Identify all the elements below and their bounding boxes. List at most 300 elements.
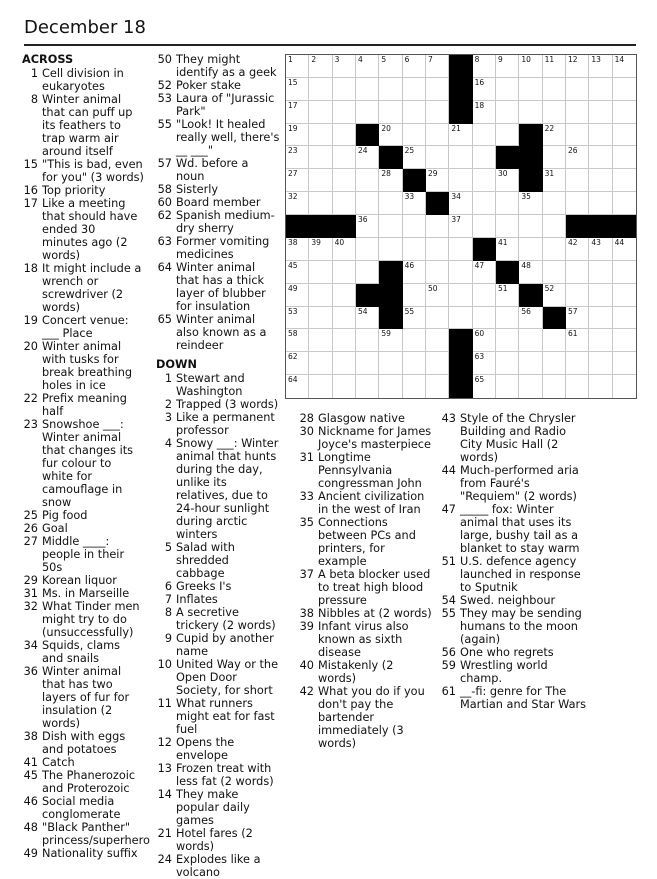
- grid-cell[interactable]: [356, 78, 379, 101]
- grid-cell[interactable]: [379, 215, 402, 238]
- grid-cell[interactable]: [356, 238, 379, 261]
- across-clue[interactable]: [22, 93, 144, 158]
- down-clue[interactable]: [156, 632, 280, 658]
- grid-cell[interactable]: [519, 101, 542, 124]
- cell-number: 17: [288, 100, 298, 110]
- grid-cell[interactable]: [379, 192, 402, 215]
- grid-cell[interactable]: [379, 329, 402, 352]
- grid-cell[interactable]: [519, 55, 542, 78]
- grid-cell[interactable]: [356, 375, 379, 398]
- grid-cell[interactable]: [473, 192, 496, 215]
- grid-cell[interactable]: [286, 124, 309, 147]
- clue-text: Board member: [176, 196, 261, 209]
- grid-cell[interactable]: [403, 146, 426, 169]
- across-clue[interactable]: [22, 418, 144, 509]
- grid-cell[interactable]: [543, 192, 566, 215]
- grid-cell[interactable]: [403, 375, 426, 398]
- grid-cell[interactable]: [543, 124, 566, 147]
- grid-cell[interactable]: [543, 215, 566, 238]
- grid-cell[interactable]: [309, 78, 332, 101]
- down-clue[interactable]: [156, 437, 280, 541]
- clue-text: Laura of "Jurassic Park": [176, 92, 275, 118]
- down-clue[interactable]: [298, 516, 432, 568]
- grid-cell[interactable]: [473, 78, 496, 101]
- grid-cell[interactable]: [519, 375, 542, 398]
- grid-cell[interactable]: [613, 55, 636, 78]
- grid-cell[interactable]: [496, 284, 519, 307]
- grid-cell[interactable]: [589, 192, 612, 215]
- grid-cell[interactable]: [403, 329, 426, 352]
- grid-cell[interactable]: [426, 238, 449, 261]
- grid-cell[interactable]: [403, 215, 426, 238]
- grid-cell[interactable]: [356, 329, 379, 352]
- grid-cell[interactable]: [403, 78, 426, 101]
- across-clue[interactable]: [156, 157, 280, 183]
- across-clue[interactable]: [156, 183, 280, 196]
- grid-cell[interactable]: [403, 284, 426, 307]
- grid-cell[interactable]: [449, 307, 472, 330]
- grid-cell[interactable]: [286, 169, 309, 192]
- grid-cell[interactable]: [543, 238, 566, 261]
- grid-cell[interactable]: [286, 101, 309, 124]
- across-clue[interactable]: [22, 795, 144, 821]
- black-square: [519, 146, 542, 169]
- grid-cell[interactable]: [496, 192, 519, 215]
- clue-number: 61: [441, 685, 456, 698]
- grid-cell[interactable]: [473, 146, 496, 169]
- grid-cell[interactable]: [426, 169, 449, 192]
- grid-cell[interactable]: [426, 215, 449, 238]
- grid-cell[interactable]: [566, 329, 589, 352]
- down-clue[interactable]: [156, 580, 280, 593]
- grid-cell[interactable]: [379, 78, 402, 101]
- across-clue[interactable]: [22, 574, 144, 587]
- grid-cell[interactable]: [473, 352, 496, 375]
- grid-cell[interactable]: [496, 375, 519, 398]
- cell-number: 47: [474, 260, 485, 270]
- grid-cell[interactable]: [543, 101, 566, 124]
- grid-cell[interactable]: [379, 169, 402, 192]
- grid-cell[interactable]: [566, 169, 589, 192]
- grid-cell[interactable]: [426, 329, 449, 352]
- grid-cell[interactable]: [309, 101, 332, 124]
- grid-cell[interactable]: [613, 261, 636, 284]
- grid-cell[interactable]: [589, 261, 612, 284]
- grid-cell[interactable]: [496, 352, 519, 375]
- grid-cell[interactable]: [473, 169, 496, 192]
- grid-cell[interactable]: [473, 329, 496, 352]
- clue-text: Hotel fares (2 words): [176, 827, 253, 853]
- grid-cell[interactable]: [519, 238, 542, 261]
- grid-cell[interactable]: [426, 375, 449, 398]
- grid-cell[interactable]: [333, 261, 356, 284]
- grid-cell[interactable]: [566, 375, 589, 398]
- down-heading: DOWN: [156, 358, 197, 371]
- down-clue[interactable]: [156, 736, 280, 762]
- clue-text: Spanish medium-dry sherry: [176, 209, 275, 235]
- grid-cell[interactable]: [333, 307, 356, 330]
- grid-cell[interactable]: [286, 78, 309, 101]
- grid-cell[interactable]: [613, 238, 636, 261]
- grid-cell[interactable]: [449, 169, 472, 192]
- grid-cell[interactable]: [589, 124, 612, 147]
- grid-cell[interactable]: [333, 238, 356, 261]
- down-clue[interactable]: [156, 853, 280, 879]
- grid-cell[interactable]: [426, 78, 449, 101]
- down-clue[interactable]: [298, 620, 432, 659]
- across-clue[interactable]: [156, 196, 280, 209]
- grid-cell[interactable]: [589, 146, 612, 169]
- grid-cell[interactable]: [426, 146, 449, 169]
- down-clue[interactable]: [156, 606, 280, 632]
- grid-cell[interactable]: [379, 101, 402, 124]
- grid-cell[interactable]: [519, 215, 542, 238]
- grid-cell[interactable]: [496, 307, 519, 330]
- grid-cell[interactable]: [613, 146, 636, 169]
- grid-cell[interactable]: [286, 238, 309, 261]
- across-clue[interactable]: [156, 235, 280, 261]
- grid-cell[interactable]: [309, 352, 332, 375]
- grid-cell[interactable]: [589, 78, 612, 101]
- down-clue[interactable]: [156, 398, 280, 411]
- grid-cell[interactable]: [426, 101, 449, 124]
- grid-cell[interactable]: [566, 101, 589, 124]
- across-clue[interactable]: [22, 509, 144, 522]
- grid-cell[interactable]: [589, 238, 612, 261]
- grid-cell[interactable]: [566, 238, 589, 261]
- across-clue[interactable]: [22, 600, 144, 639]
- down-clue[interactable]: [440, 555, 590, 594]
- down-clue[interactable]: [156, 372, 280, 398]
- grid-cell[interactable]: [496, 169, 519, 192]
- across-clue[interactable]: [22, 262, 144, 314]
- grid-cell[interactable]: [286, 55, 309, 78]
- grid-cell[interactable]: [426, 352, 449, 375]
- grid-cell[interactable]: [286, 307, 309, 330]
- down-clue[interactable]: [298, 451, 432, 490]
- grid-cell[interactable]: [309, 284, 332, 307]
- grid-cell[interactable]: [286, 352, 309, 375]
- grid-cell[interactable]: [403, 101, 426, 124]
- down-clue[interactable]: [156, 411, 280, 437]
- grid-cell[interactable]: [356, 146, 379, 169]
- down-clue[interactable]: [440, 503, 590, 555]
- grid-cell[interactable]: [379, 375, 402, 398]
- down-clue[interactable]: [298, 685, 432, 750]
- across-clue[interactable]: [22, 522, 144, 535]
- grid-cell[interactable]: [473, 101, 496, 124]
- grid-cell[interactable]: [379, 352, 402, 375]
- grid-cell[interactable]: [356, 192, 379, 215]
- clue-text: Dish with eggs and potatoes: [42, 730, 126, 756]
- grid-cell[interactable]: [309, 124, 332, 147]
- clue-text: Korean liquor: [42, 574, 117, 587]
- clue-text: One who regrets: [460, 646, 554, 659]
- down-clue[interactable]: [156, 697, 280, 736]
- grid-cell[interactable]: [543, 78, 566, 101]
- grid-cell[interactable]: [379, 124, 402, 147]
- grid-cell[interactable]: [473, 284, 496, 307]
- grid-cell[interactable]: [286, 375, 309, 398]
- grid-cell[interactable]: [543, 146, 566, 169]
- down-clue[interactable]: [298, 568, 432, 607]
- grid-cell[interactable]: [473, 375, 496, 398]
- grid-cell[interactable]: [309, 261, 332, 284]
- grid-cell[interactable]: [473, 307, 496, 330]
- grid-cell[interactable]: [589, 101, 612, 124]
- grid-cell[interactable]: [496, 329, 519, 352]
- down-clue[interactable]: [298, 607, 432, 620]
- across-clue[interactable]: [22, 847, 144, 860]
- across-clue[interactable]: [156, 313, 280, 352]
- grid-cell[interactable]: [589, 375, 612, 398]
- down-clue[interactable]: [298, 659, 432, 685]
- grid-cell[interactable]: [286, 146, 309, 169]
- grid-cell[interactable]: [566, 146, 589, 169]
- grid-cell[interactable]: [333, 352, 356, 375]
- grid-cell[interactable]: [379, 55, 402, 78]
- grid-cell[interactable]: [403, 192, 426, 215]
- down-clue[interactable]: [156, 593, 280, 606]
- grid-cell[interactable]: [473, 124, 496, 147]
- grid-cell[interactable]: [403, 238, 426, 261]
- grid-cell[interactable]: [519, 78, 542, 101]
- grid-cell[interactable]: [613, 352, 636, 375]
- grid-cell[interactable]: [426, 261, 449, 284]
- across-clue[interactable]: [22, 392, 144, 418]
- grid-cell[interactable]: [449, 261, 472, 284]
- grid-cell[interactable]: [496, 101, 519, 124]
- grid-cell[interactable]: [449, 192, 472, 215]
- grid-cell[interactable]: [543, 352, 566, 375]
- down-clue[interactable]: [440, 646, 590, 659]
- down-clue[interactable]: [156, 827, 280, 853]
- grid-cell[interactable]: [589, 329, 612, 352]
- grid-cell[interactable]: [309, 375, 332, 398]
- across-clue[interactable]: [22, 821, 150, 847]
- black-square: [519, 169, 542, 192]
- grid-cell[interactable]: [309, 169, 332, 192]
- grid-cell[interactable]: [333, 78, 356, 101]
- cell-number: 23: [288, 146, 298, 156]
- grid-cell[interactable]: [543, 169, 566, 192]
- black-square: [379, 146, 402, 169]
- down-clue[interactable]: [298, 490, 432, 516]
- grid-cell[interactable]: [613, 307, 636, 330]
- down-clue[interactable]: [440, 607, 590, 646]
- grid-cell[interactable]: [309, 238, 332, 261]
- grid-cell[interactable]: [426, 307, 449, 330]
- grid-cell[interactable]: [566, 192, 589, 215]
- clue-text: Frozen treat with less fat (2 words): [176, 762, 274, 788]
- down-clue[interactable]: [156, 762, 280, 788]
- grid-cell[interactable]: [356, 307, 379, 330]
- across-clue[interactable]: [22, 184, 144, 197]
- grid-cell[interactable]: [286, 284, 309, 307]
- across-clue[interactable]: [22, 769, 144, 795]
- cell-number: 43: [591, 237, 601, 247]
- down-clue[interactable]: [298, 425, 432, 451]
- clue-text: A beta blocker used to treat high blood pressure: [318, 568, 431, 607]
- across-clue[interactable]: [22, 587, 144, 600]
- down-clue[interactable]: [440, 659, 590, 685]
- across-clue[interactable]: [22, 730, 144, 756]
- grid-cell[interactable]: [589, 307, 612, 330]
- grid-cell[interactable]: [403, 352, 426, 375]
- across-clue[interactable]: [22, 314, 144, 340]
- grid-cell[interactable]: [543, 375, 566, 398]
- grid-cell[interactable]: [356, 55, 379, 78]
- grid-cell[interactable]: [333, 284, 356, 307]
- down-clue[interactable]: [156, 788, 280, 827]
- grid-cell[interactable]: [333, 101, 356, 124]
- grid-cell[interactable]: [613, 78, 636, 101]
- across-clue[interactable]: [22, 665, 144, 730]
- grid-cell[interactable]: [286, 192, 309, 215]
- grid-cell[interactable]: [589, 284, 612, 307]
- crossword-grid[interactable]: [285, 54, 637, 399]
- down-clue[interactable]: [440, 464, 590, 503]
- grid-cell[interactable]: [309, 55, 332, 78]
- grid-cell[interactable]: [449, 124, 472, 147]
- grid-cell[interactable]: [613, 329, 636, 352]
- grid-cell[interactable]: [613, 169, 636, 192]
- clue-text: Swed. neighbour: [460, 594, 556, 607]
- grid-cell[interactable]: [403, 55, 426, 78]
- clues-column-4: [440, 412, 590, 711]
- grid-cell[interactable]: [496, 238, 519, 261]
- grid-cell[interactable]: [613, 192, 636, 215]
- grid-cell[interactable]: [496, 124, 519, 147]
- clue-number: 15: [23, 158, 38, 171]
- grid-cell[interactable]: [566, 124, 589, 147]
- grid-cell[interactable]: [543, 284, 566, 307]
- across-clue[interactable]: [156, 209, 280, 235]
- grid-cell[interactable]: [333, 169, 356, 192]
- grid-cell[interactable]: [333, 124, 356, 147]
- across-clue[interactable]: [22, 67, 144, 93]
- across-clue[interactable]: [156, 92, 280, 118]
- across-clue[interactable]: [22, 340, 144, 392]
- grid-cell[interactable]: [379, 238, 402, 261]
- grid-cell[interactable]: [356, 169, 379, 192]
- grid-cell[interactable]: [309, 146, 332, 169]
- across-clue[interactable]: [22, 535, 144, 574]
- grid-cell[interactable]: [519, 352, 542, 375]
- grid-cell[interactable]: [333, 192, 356, 215]
- down-clue[interactable]: [440, 685, 590, 711]
- grid-cell[interactable]: [496, 78, 519, 101]
- grid-cell[interactable]: [589, 169, 612, 192]
- across-clue[interactable]: [22, 639, 144, 665]
- grid-cell[interactable]: [309, 192, 332, 215]
- grid-cell[interactable]: [333, 146, 356, 169]
- cell-number: 62: [288, 352, 298, 362]
- down-clue[interactable]: [156, 541, 280, 580]
- black-square: [519, 284, 542, 307]
- grid-cell[interactable]: [426, 124, 449, 147]
- grid-cell[interactable]: [613, 124, 636, 147]
- grid-cell[interactable]: [566, 307, 589, 330]
- grid-cell[interactable]: [519, 261, 542, 284]
- across-clue[interactable]: [22, 158, 144, 184]
- grid-cell[interactable]: [566, 284, 589, 307]
- grid-cell[interactable]: [566, 261, 589, 284]
- grid-cell[interactable]: [403, 261, 426, 284]
- grid-cell[interactable]: [426, 55, 449, 78]
- grid-cell[interactable]: [543, 261, 566, 284]
- grid-cell[interactable]: [426, 284, 449, 307]
- clue-number: 64: [157, 261, 172, 274]
- grid-cell[interactable]: [309, 307, 332, 330]
- down-clue[interactable]: [156, 658, 280, 697]
- grid-cell[interactable]: [356, 261, 379, 284]
- grid-cell[interactable]: [403, 307, 426, 330]
- across-clue[interactable]: [156, 118, 280, 157]
- down-clue[interactable]: [440, 412, 590, 464]
- across-clue[interactable]: [22, 197, 144, 262]
- cell-number: 45: [288, 260, 298, 270]
- grid-cell[interactable]: [496, 215, 519, 238]
- grid-cell[interactable]: [613, 101, 636, 124]
- black-square: [403, 169, 426, 192]
- grid-cell[interactable]: [333, 329, 356, 352]
- grid-cell[interactable]: [356, 101, 379, 124]
- grid-cell[interactable]: [519, 192, 542, 215]
- down-clue[interactable]: [298, 412, 432, 425]
- grid-cell[interactable]: [566, 55, 589, 78]
- clue-text: They might identify as a geek: [176, 53, 277, 79]
- grid-cell[interactable]: [333, 55, 356, 78]
- grid-cell[interactable]: [449, 146, 472, 169]
- grid-cell[interactable]: [449, 215, 472, 238]
- grid-cell[interactable]: [589, 352, 612, 375]
- grid-cell[interactable]: [286, 261, 309, 284]
- across-clue[interactable]: [22, 756, 144, 769]
- grid-cell[interactable]: [589, 55, 612, 78]
- grid-cell[interactable]: [309, 329, 332, 352]
- across-clue[interactable]: [156, 261, 280, 313]
- clue-number: 59: [441, 659, 456, 672]
- across-clue[interactable]: [156, 53, 280, 79]
- across-clue[interactable]: [156, 79, 280, 92]
- grid-cell[interactable]: [473, 55, 496, 78]
- grid-cell[interactable]: [543, 55, 566, 78]
- grid-cell[interactable]: [473, 261, 496, 284]
- grid-cell[interactable]: [613, 284, 636, 307]
- down-clue[interactable]: [440, 594, 590, 607]
- grid-cell[interactable]: [473, 215, 496, 238]
- grid-cell[interactable]: [449, 238, 472, 261]
- grid-cell[interactable]: [519, 329, 542, 352]
- grid-cell[interactable]: [566, 78, 589, 101]
- grid-cell[interactable]: [403, 124, 426, 147]
- clue-text: Squids, clams and snails: [42, 639, 121, 665]
- grid-cell[interactable]: [566, 352, 589, 375]
- grid-cell[interactable]: [519, 307, 542, 330]
- grid-cell[interactable]: [496, 55, 519, 78]
- cell-number: 7: [428, 55, 433, 64]
- grid-cell[interactable]: [543, 329, 566, 352]
- grid-cell[interactable]: [356, 352, 379, 375]
- grid-cell[interactable]: [286, 329, 309, 352]
- clue-number: 56: [441, 646, 456, 659]
- grid-cell[interactable]: [356, 215, 379, 238]
- grid-cell[interactable]: [449, 284, 472, 307]
- grid-cell[interactable]: [333, 375, 356, 398]
- cell-number: 14: [614, 55, 625, 64]
- grid-cell[interactable]: [613, 375, 636, 398]
